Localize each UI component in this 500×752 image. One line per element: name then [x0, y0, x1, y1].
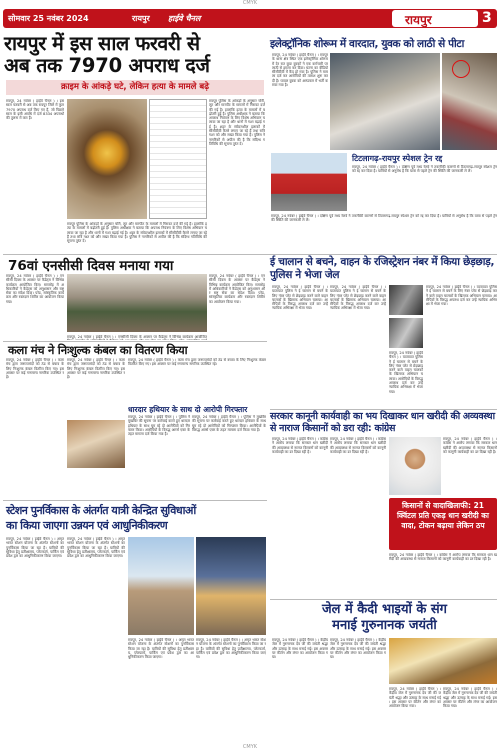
story8-body-3: रायपुर, 24 नवंबर ( हाईवे चैनल ) । कांग्रेस ने आरोप लगाया कि सरकार धान खरीदी की अव्यवस्था से नाराज किसानों को कानूनी कार्यवाही का डर दिखा रही है। [443, 437, 497, 454]
story9-headline-line2: का किया जाएगा उन्नयन एवं आधुनिकीकरण [6, 519, 168, 532]
page-number: 3 [482, 10, 492, 26]
story8-headline-text: सरकार कानूनी कार्यवाही का भय दिखाकर धान खरीदी की अव्यवस्था से नाराज किसानों को डरा रही: कांग्रेस [270, 411, 495, 434]
story3-headline: टिटलागढ़-रायपुर स्पेशल ट्रेन रद्द [352, 154, 443, 163]
vehicle-image [389, 285, 423, 315]
story5-body-2: रायपुर, 24 नवंबर ( हाईवे चैनल ) । यातायात पुलिस ने ई चालान से बचने के लिए नंबर प्लेट से छेड़छाड़ करने वाले वाहन चालकों के खिलाफ अभियान चलाया। आरोपियों के विरुद्ध अपराध दर्ज कर उन्हें न्यायिक अभिरक्षा में भेजा गया। [330, 285, 386, 311]
showroom-cctv-image [330, 53, 440, 150]
story8-body: रायपुर, 24 नवंबर ( हाईवे चैनल ) । कांग्रेस ने आरोप लगाया कि सरकार धान खरीदी की अव्यवस्था से नाराज किसानों को कानूनी कार्यवाही का डर दिखा रही है। [272, 437, 328, 454]
story5-headline [270, 256, 498, 282]
story9-headline [6, 503, 268, 533]
story6-body: रायपुर, 24 नवंबर ( हाईवे चैनल ) । कला मंच द्वारा जरूरतमंदों को ठंड से बचाव के लिए निःशुल्क कंबल वितरित किए गए। इस अवसर पर कई गणमान्य नागरिक उपस्थित रहे। [6, 358, 64, 380]
story8-body-2: रायपुर, 24 नवंबर ( हाईवे चैनल ) । कांग्रेस ने आरोप लगाया कि सरकार धान खरीदी की अव्यवस्था से नाराज किसानों को कानूनी कार्यवाही का डर दिखा रही है। [330, 437, 386, 454]
story7-headline: धारदार हथियार के साथ दो आरोपी गिरफ्तार [128, 405, 248, 414]
story4-headline: 76वां एनसीसी दिवस मनाया गया [8, 258, 174, 274]
divider-left-2 [3, 500, 267, 501]
story2-headline: इलेक्ट्रॉनिक शोरूम में वारदात, युवक को लाठी से पीटा [270, 38, 464, 50]
story7-body: रायपुर, 24 नवंबर ( हाईवे चैनल ) । पुलिस ने मुखबिर की सूचना पर कार्रवाई करते हुए धारदार हथियार के साथ घूम रहे दो आरोपियों को गिरफ्तार किया। आरोपियों के विरुद्ध आर्म्स एक्ट के तहत मामला दर्ज किया गया है। [128, 415, 190, 437]
story1-dateline: रायपुर, 24 नवंबर ( हाईवे चैनल ) । इस साल फरवरी से अब तक रायपुर जिले में कुल 7970 अपराध दर्ज किए गए हैं, जो पिछले साल के इसी अवधि में दर्ज 8334 अपराधों की तुलना में कम हैं। [6, 99, 64, 121]
story5-headline-text: ई चालान से बचने, वाहन के रजिस्ट्रेशन नंबर में किया छेड़छाड़, पुलिस ने भेजा जेल [270, 256, 495, 281]
story10-body-2: रायपुर, 24 नवंबर ( हाईवे चैनल ) । केंद्रीय जेल में गुरुनानक देव जी की जयंती श्रद्धा और उत्साह के साथ मनाई गई। इस अवसर पर कीर्तन और लंगर का आयोजन किया गया। [330, 638, 386, 660]
story10-headline [272, 602, 497, 634]
story5-body-4: रायपुर, 24 नवंबर ( हाईवे चैनल ) । यातायात पुलिस ने ई चालान से बचने के लिए नंबर प्लेट से छेड़छाड़ करने वाले वाहन चालकों के खिलाफ अभियान चलाया। आरोपियों के विरुद्ध अपराध दर्ज कर उन्हें न्यायिक अभिरक्षा में भेजा गया। [426, 285, 497, 307]
story9-body: रायपुर, 24 नवंबर ( हाईवे चैनल ) । अमृत भारत स्टेशन योजना के अंतर्गत स्टेशनों का पुनर्विकास किया जा रहा है। यात्रियों की सुविधा हेतु प्रतीक्षालय, प्लेटफार्म, पार्किंग एवं प्रवेश द्वार का आधुनिकीकरण किया जाएगा। [6, 537, 64, 559]
story4-body: रायपुर, 24 नवंबर ( हाईवे चैनल ) । एनसीसी दिवस के अवसर पर कैडेट्स ने विभिन्न कार्यक्रम आयोजित किए। समारोह में अधिकारियों ने कैडेट्स को अनुशासन और राष्ट्र सेवा का संदेश दिया। परेड, सांस्कृतिक कार्यक्रम और रक्तदान शिविर का आयोजन किया गया। [6, 274, 64, 304]
story8-body-4: रायपुर, 24 नवंबर ( हाईवे चैनल ) । कांग्रेस ने आरोप लगाया कि सरकार धान खरीदी की अव्यवस्था से नाराज किसानों को कानूनी कार्यवाही का डर दिखा रही है। [389, 553, 497, 562]
story5-body-3: रायपुर, 24 नवंबर ( हाईवे चैनल ) । यातायात पुलिस ने ई चालान से बचने के लिए नंबर प्लेट से छेड़छाड़ करने वाले वाहन चालकों के खिलाफ अभियान चलाया। आरोपियों के विरुद्ध अपराध दर्ज कर उन्हें न्यायिक अभिरक्षा में भेजा गया। [389, 351, 423, 394]
train-image [271, 153, 347, 211]
ncc-event-image [67, 274, 207, 332]
story8-callout [389, 498, 497, 550]
story3-body-continued: रायपुर, 24 नवंबर ( हाईवे चैनल ) । दक्षिण पूर्व मध्य रेलवे ने तकनीकी कारणों से टिटलागढ़-रायपुर स्पेशल ट्रेन को रद्द कर दिया है। यात्रियों से अनुरोध है कि यात्रा से पहले ट्रेन की स्थिति की जानकारी ले लें। [271, 214, 497, 223]
story4-body-continued-2: रायपुर, 24 नवंबर ( हाईवे चैनल ) । एनसीसी दिवस के अवसर पर कैडेट्स ने विभिन्न कार्यक्रम आयोजित [67, 335, 207, 339]
crime-stats-table [149, 99, 207, 219]
story7-body-2: रायपुर, 24 नवंबर ( हाईवे चैनल ) । पुलिस ने मुखबिर की सूचना पर कार्रवाई करते हुए धारदार हथियार के साथ घूम रहे दो आरोपियों को गिरफ्तार किया। आरोपियों के विरुद्ध आर्म्स एक्ट के तहत मामला दर्ज किया गया है। [192, 415, 266, 432]
divider-right-2 [270, 599, 497, 600]
story3-body: रायपुर, 24 नवंबर ( हाईवे चैनल ) । दक्षिण पूर्व मध्य रेलवे ने तकनीकी कारणों से टिटलागढ़-रायपुर स्पेशल ट्रेन को रद्द कर दिया है। यात्रियों से अनुरोध है कि यात्रा से पहले ट्रेन की स्थिति की जानकारी ले लें। [352, 165, 497, 174]
story1-subhead: क्राइम के आंकड़े घटे, लेकिन हत्या के मामले बढ़े [6, 80, 264, 95]
story1-body-continued: रायपुर पुलिस के आंकड़ों के अनुसार चोरी, लूट और मारपीट के मामलों में गिरावट दर्ज की गई है। हालांकि हत्या के मामलों में बढ़ोतरी हुई है। पुलिस अधीक्षक ने बताया कि अपराध नियंत्रण के लिए विशेष अभियान चलाया जा रहा है और थानों में गश्त बढ़ाई गई है। शहर के संवेदनशील इलाकों में सीसीटीवी कैमरे लगाए जा रहे हैं तथा रात्रि गश्त को और सख्त किया गया है। पुलिस ने नागरिकों से अपील की है कि संदिग्ध गतिविधि की सूचना तुरंत दें। [67, 222, 207, 244]
story1-headline-line1: रायपुर में इस साल फरवरी से [4, 32, 200, 55]
story10-body-4: रायपुर, 24 नवंबर ( हाईवे चैनल ) । केंद्रीय जेल में गुरुनानक देव जी की जयंती श्रद्धा और उत्साह के साथ मनाई गई। इस अवसर पर कीर्तन और लंगर का आयोजन किया गया। [443, 687, 497, 709]
divider-left [3, 341, 267, 342]
story9-body-2: रायपुर, 24 नवंबर ( हाईवे चैनल ) । अमृत भारत स्टेशन योजना के अंतर्गत स्टेशनों का पुनर्विकास किया जा रहा है। यात्रियों की सुविधा हेतु प्रतीक्षालय, प्लेटफार्म, पार्किंग एवं प्रवेश द्वार का आधुनिकीकरण किया जाएगा। [67, 537, 125, 559]
red-circle-highlight [452, 60, 470, 78]
story5-body: रायपुर, 24 नवंबर ( हाईवे चैनल ) । यातायात पुलिस ने ई चालान से बचने के लिए नंबर प्लेट से छेड़छाड़ करने वाले वाहन चालकों के खिलाफ अभियान चलाया। आरोपियों के विरुद्ध अपराध दर्ज कर उन्हें न्यायिक अभिरक्षा में भेजा गया। [272, 285, 328, 311]
story10-headline-line2: मनाई गुरुनानक जयंती [332, 618, 437, 633]
story8-callout-text: किसानों से वादाखिलाफी: 21 क्विंटल प्रति एकड़ धान खरीदी का वादा, टोकन बढ़ाया लेकिन ठप [396, 501, 489, 530]
story1-headline-line2: अब तक 7970 अपराध दर्ज [4, 54, 210, 77]
vehicle-image-2 [389, 318, 423, 348]
story6-body-3: रायपुर, 24 नवंबर ( हाईवे चैनल ) । कला मंच द्वारा जरूरतमंदों को ठंड से बचाव के लिए निःशुल्क कंबल वितरित किए गए। इस अवसर पर कई गणमान्य नागरिक उपस्थित रहे। [128, 358, 266, 367]
masthead-channel: हाईवे चैनल [168, 14, 201, 23]
divider-right [270, 409, 497, 410]
section-label: रायपुर [405, 13, 432, 27]
station-render-image [128, 537, 194, 635]
story6-headline: कला मंच ने निःशुल्क कंबल का वितरण किया [8, 343, 188, 357]
story1-headline [4, 33, 266, 77]
story6-body-2: रायपुर, 24 नवंबर ( हाईवे चैनल ) । कला मंच द्वारा जरूरतमंदों को ठंड से बचाव के लिए निःशुल्क कंबल वितरित किए गए। इस अवसर पर कई गणमान्य नागरिक उपस्थित रहे। [67, 358, 125, 380]
divider-top [3, 254, 497, 255]
story9-body-4: रायपुर, 24 नवंबर ( हाईवे चैनल ) । अमृत भारत स्टेशन योजना के अंतर्गत स्टेशनों का पुनर्विकास किया जा रहा है। यात्रियों की सुविधा हेतु प्रतीक्षालय, प्लेटफार्म, पार्किंग एवं प्रवेश द्वार का आधुनिकीकरण किया जाएगा। [196, 638, 266, 660]
story9-headline-line1: स्टेशन पुनर्विकास के अंतर्गत यात्री केन्द्रित सुविधाओं [6, 504, 196, 517]
masthead-date: सोमवार 25 नवंबर 2024 [8, 14, 89, 23]
story8-headline [270, 411, 498, 435]
story4-body-continued: रायपुर, 24 नवंबर ( हाईवे चैनल ) । एनसीसी दिवस के अवसर पर कैडेट्स ने विभिन्न कार्यक्रम आयोजित किए। समारोह में अधिकारियों ने कैडेट्स को अनुशासन और राष्ट्र सेवा का संदेश दिया। परेड, सांस्कृतिक कार्यक्रम और रक्तदान शिविर का आयोजन किया गया। [209, 274, 265, 304]
story10-body: रायपुर, 24 नवंबर ( हाईवे चैनल ) । केंद्रीय जेल में गुरुनानक देव जी की जयंती श्रद्धा और उत्साह के साथ मनाई गई। इस अवसर पर कीर्तन और लंगर का आयोजन किया गया। [272, 638, 328, 660]
story2-body: रायपुर, 24 नवंबर ( हाईवे चैनल ) । रायपुर के थाना क्षेत्र स्थित एक इलेक्ट्रॉनिक शोरूम में देर रात कुछ युवकों ने एक कर्मचारी पर लाठी से हमला कर दिया। घटना का वीडियो सीसीटीवी में कैद हो गया है। पुलिस ने मामला दर्ज कर आरोपियों की तलाश शुरू कर दी है। घायल युवक को अस्पताल में भर्ती कराया गया है। [272, 53, 328, 88]
station-render-image-2 [196, 537, 266, 635]
story9-body-3: रायपुर, 24 नवंबर ( हाईवे चैनल ) । अमृत भारत स्टेशन योजना के अंतर्गत स्टेशनों का पुनर्विकास किया जा रहा है। यात्रियों की सुविधा हेतु प्रतीक्षालय, प्लेटफार्म, पार्किंग एवं प्रवेश द्वार का आधुनिकीकरण किया जाएगा। [128, 638, 194, 660]
jail-event-image [389, 638, 497, 684]
story10-body-3: रायपुर, 24 नवंबर ( हाईवे चैनल ) । केंद्रीय जेल में गुरुनानक देव जी की जयंती श्रद्धा और उत्साह के साथ मनाई गई। इस अवसर पर कीर्तन और लंगर का आयोजन किया गया। [389, 687, 441, 709]
police-logo-image [67, 99, 147, 219]
congress-leader-portrait [389, 437, 441, 495]
cmyk-bottom: CMYK [242, 744, 258, 750]
cmyk-top: CMYK [242, 0, 258, 6]
story1-body: रायपुर पुलिस के आंकड़ों के अनुसार चोरी, लूट और मारपीट के मामलों में गिरावट दर्ज की गई है। हालांकि हत्या के मामलों में बढ़ोतरी हुई है। पुलिस अधीक्षक ने बताया कि अपराध नियंत्रण के लिए विशेष अभियान चलाया जा रहा है और थानों में गश्त बढ़ाई गई है। शहर के संवेदनशील इलाकों में सीसीटीवी कैमरे लगाए जा रहे हैं तथा रात्रि गश्त को और सख्त किया गया है। पुलिस ने नागरिकों से अपील की है कि संदिग्ध गतिविधि की सूचना तुरंत दें। [209, 99, 265, 146]
blanket-distribution-image [67, 420, 125, 468]
story10-headline-line1: जेल में कैदी भाइयों के संग [321, 602, 447, 617]
masthead-city: रायपुर [132, 14, 150, 23]
